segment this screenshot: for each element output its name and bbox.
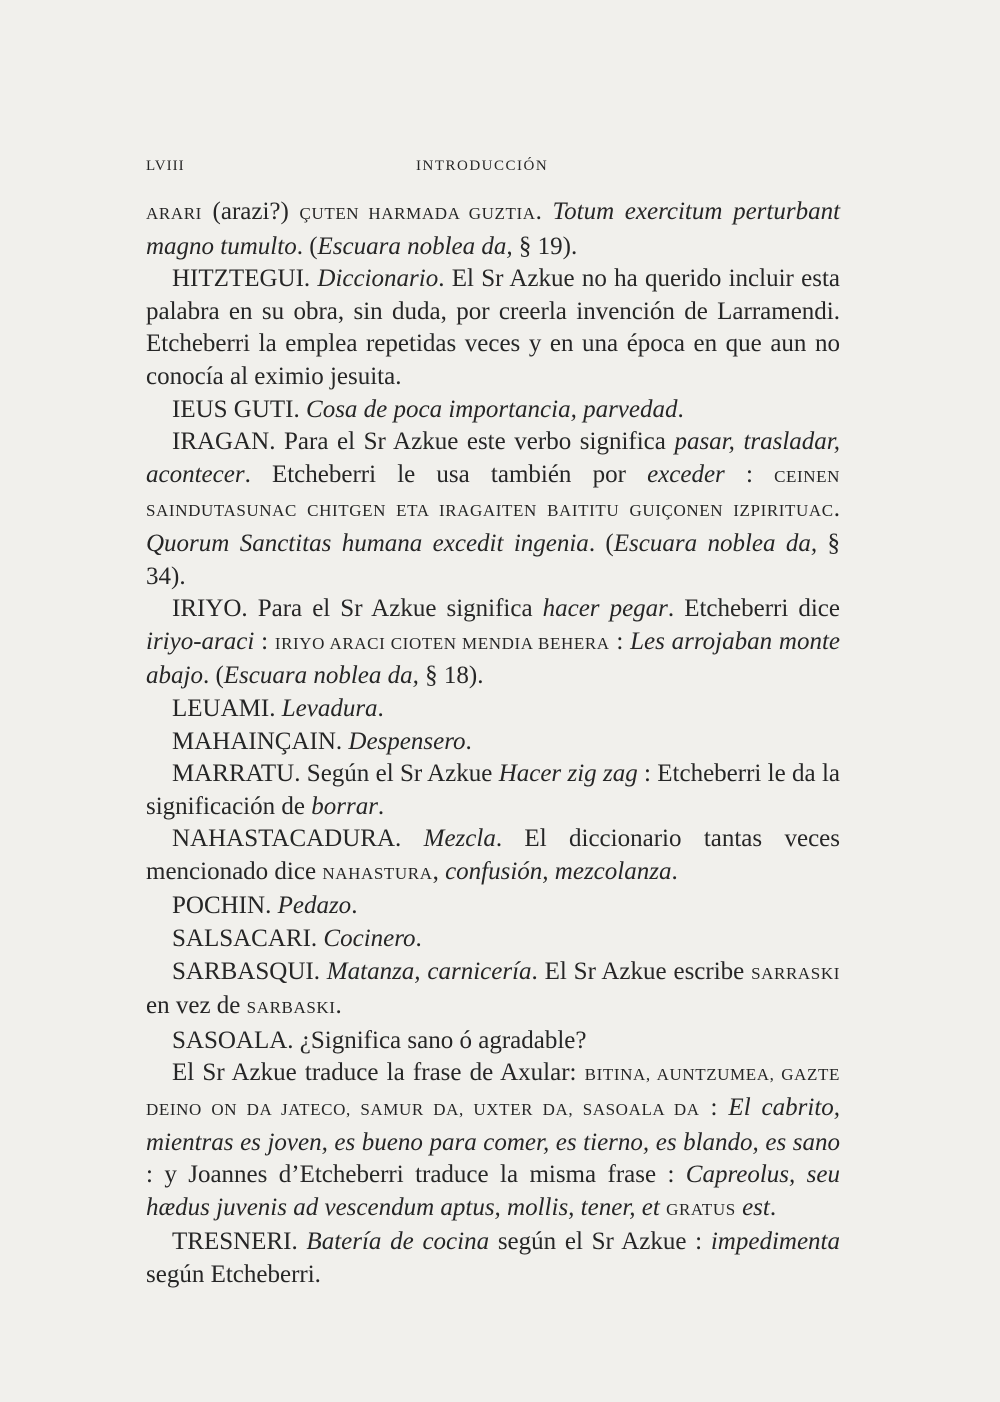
entry-iriyo (146, 593, 840, 693)
source-citation: Escuara noblea da, (223, 662, 419, 690)
text-span: : (254, 627, 275, 655)
header-title: INTRODUCCIÓN (416, 158, 549, 174)
basque-quote: CEINEN SAINDUTASUNAC CHITGEN ETA IRAGAITEN BAITITU GUIÇONEN IZPIRITUAC (146, 466, 840, 521)
entry-leuami (146, 693, 840, 726)
latin-translation: Quorum Sanctitas humana excedit ingenia (146, 529, 589, 557)
definition: borrar (311, 792, 378, 820)
text-span: . (671, 857, 678, 885)
text-span: . (351, 892, 358, 920)
basque-quote: ÇUTEN HARMADA GUZTIA (299, 204, 536, 223)
headword: POCHIN. (172, 892, 278, 920)
headword: NAHASTACADURA. (172, 825, 424, 853)
text-span: en vez de (146, 992, 247, 1020)
headword: LEUAMI. (172, 694, 282, 722)
text-span: § 19). (512, 232, 578, 260)
entry-salsacari (146, 923, 840, 956)
text-span: según Etcheberri. (146, 1261, 321, 1288)
entry-sasoala (146, 1025, 840, 1058)
latin-translation: est (742, 1193, 770, 1221)
definition: Mezcla (423, 825, 496, 853)
headword: IEUS GUTI. (172, 395, 307, 423)
text-span: . (833, 495, 840, 523)
headword: TRESNERI. (172, 1228, 307, 1256)
text-span: . ( (296, 232, 318, 260)
definition: Cocinero (323, 925, 416, 953)
basque-term: SARRASKI (751, 963, 840, 983)
text-span: . Etcheberri le usa también por (244, 460, 648, 488)
text-span: . ( (588, 529, 614, 557)
definition: hacer pegar (542, 595, 668, 623)
text-span: . (335, 992, 342, 1020)
definition: pasar, trasladar, acontecer (146, 428, 840, 488)
text-span: SASOALA. ¿Significa sano ó agradable? (172, 1026, 587, 1054)
spanish-translation: El cabrito, mientras es joven, es bueno para comer, es tierno, es blando, es sano (146, 1094, 841, 1156)
definition: Despensero (348, 727, 466, 755)
entry-nahastacadura (146, 823, 840, 890)
french-translation: Les arrojaban monte abajo (146, 627, 840, 690)
text-span: . El diccionario tantas veces mencionado dice (146, 825, 841, 885)
definition: confusión, mezcolanza (445, 857, 672, 885)
entry-iragan (146, 426, 840, 593)
body-text (146, 196, 840, 1292)
text-span: . (377, 694, 384, 722)
entry-hitztegui (146, 263, 840, 393)
text-span: (arazi?) (201, 198, 300, 225)
entry-arari (146, 196, 840, 263)
text-span: El Sr Azkue traduce la frase de Axular: (172, 1059, 585, 1087)
entry-sarbasqui (146, 956, 840, 1025)
page-number: LVIII (146, 158, 185, 174)
text-span: MARRATU. Según el Sr Azkue (172, 760, 499, 788)
basque-quote: BITINA, AUNTZUMEA, GAZTE DEINO ON DA JATECO, SAMUR DA, UXTER DA, SASOALA DA (146, 1065, 840, 1120)
text-span: . (677, 395, 684, 423)
entry-mahaincain (146, 726, 840, 759)
entry-ieus-guti (146, 394, 840, 427)
text-span: . (535, 198, 553, 225)
latin-term: GRATUS (666, 1199, 736, 1219)
definition: Pedazo (277, 892, 352, 920)
definition: iriyo-araci (146, 627, 255, 655)
definition: Diccionario (317, 265, 439, 293)
basque-term: NAHASTURA (322, 863, 433, 883)
entry-marratu (146, 758, 840, 823)
latin-translation: Totum exercitum perturbant magno tumulto (146, 198, 841, 260)
paragraph-axular (146, 1057, 840, 1226)
text-span: . (465, 727, 472, 755)
text-span: : (609, 627, 631, 655)
text-span: . El Sr Azkue escribe (531, 957, 752, 985)
text-span: . (377, 792, 385, 820)
text-span: . ( (202, 662, 224, 690)
definition: Cosa de poca importancia, parvedad (306, 395, 678, 423)
source-citation: Escuara noblea da, (613, 529, 818, 557)
basque-term: ARARI (146, 204, 202, 223)
definition: Matanza, carnicería (326, 957, 532, 985)
running-head (146, 158, 836, 186)
text-span: . Etcheberri dice (667, 595, 840, 623)
text-span: . (415, 925, 422, 953)
text-span: IRAGAN. Para el Sr Azkue este verbo significa (172, 428, 675, 456)
text-span: según el Sr Azkue : (489, 1228, 711, 1256)
definition: Levadura (281, 694, 378, 722)
text-span: § 18). (418, 662, 484, 690)
definition: Batería de cocina (306, 1228, 490, 1256)
basque-quote: IRIYO ARACI CIOTEN MENDIA BEHERA (274, 633, 610, 653)
source-citation: Escuara noblea da, (317, 232, 513, 260)
entry-tresneri (146, 1226, 840, 1291)
definition: Hacer zig zag (498, 760, 638, 788)
text-span: . (769, 1193, 777, 1221)
text-span: : (724, 460, 775, 488)
headword: SALSACARI. (172, 925, 324, 953)
definition: impedimenta (710, 1228, 840, 1256)
text-span: § 34). (146, 529, 840, 590)
headword: MAHAINÇAIN. (172, 727, 349, 755)
text-span: : Etcheberri le da la significación de (146, 760, 840, 820)
text-span: : y Joannes d’Etcheberri traduce la misma frase : (146, 1161, 686, 1189)
text-span: : (699, 1094, 729, 1122)
definition: exceder (647, 460, 725, 488)
entry-pochin (146, 890, 840, 923)
latin-translation: Capreolus, seu hædus juvenis ad vescendum aptus, mollis, tener, et (146, 1161, 840, 1221)
text-span: . El Sr Azkue no ha querido incluir esta palabra en su obra, sin duda, por creerla invención de Larramendi. Etcheberri la emplea repetidas veces y en una época en que aun no conocía al eximio jesuita. (146, 265, 840, 390)
headword: SARBASQUI. (172, 957, 327, 985)
basque-term: SARBASKI (246, 998, 336, 1018)
text-span: , (432, 857, 446, 885)
headword: HITZTEGUI. (172, 265, 318, 293)
text-span: IRIYO. Para el Sr Azkue significa (172, 595, 543, 623)
